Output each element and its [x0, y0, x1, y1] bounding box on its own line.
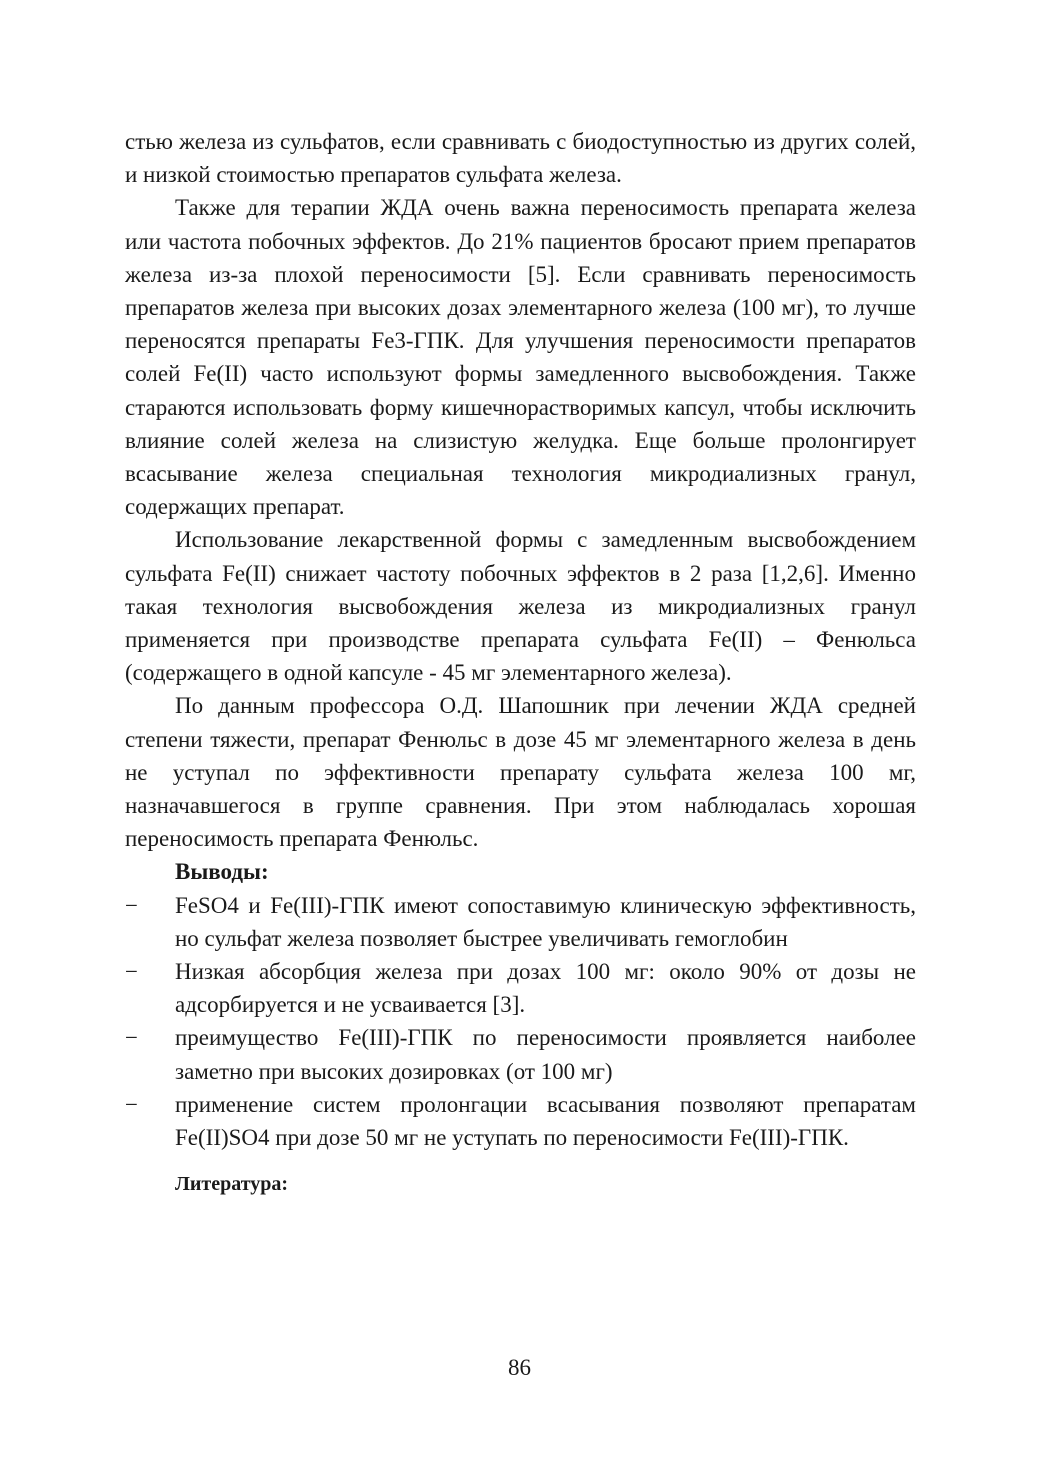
literature-heading: Литература:: [175, 1173, 289, 1196]
list-dash: −: [125, 1091, 138, 1117]
list-item: [125, 1021, 916, 1087]
paragraph-slow-release: Использование лекарственной формы с замедленным высвобождением сульфата Fe(II) снижает частоту побочных эффектов в 2 раза [1,2,6]. Именно такая технология высвобождения железа из микродиализных гранул применяется при производстве препарата сульфата Fe(II) – Фенюльса (содержащего в одной капсуле - 45 мг элементарного железа).: [125, 527, 916, 686]
paragraph-tolerability: Также для терапии ЖДА очень важна переносимость препарата железа или частота побочных эффектов. До 21% пациентов бросают прием препаратов железа из-за плохой переносимости [5]. Если сравнивать переносимость препаратов железа при высоких дозах элементарного железа (100 мг), то лучше переносятся препараты Fe3-ГПК. Для улучшения переносимости препаратов солей Fe(II) часто используют формы замедленного высвобождения. Также стараются использовать форму кишечнорастворимых капсул, чтобы исключить влияние солей железа на слизистую желудка. Еще больше пролонгирует всасывание железа специальная технология микродиализных гранул, содержащих препарат.: [125, 195, 916, 520]
list-item-text: преимущество Fe(III)-ГПК по переносимости проявляется наиболее заметно при высоких дозировках (от 100 мг): [175, 1025, 916, 1084]
list-dash: −: [125, 1025, 138, 1051]
conclusions-list: [125, 889, 916, 1155]
conclusions-heading: Выводы:: [175, 859, 269, 885]
list-dash: −: [125, 892, 138, 918]
list-item: [125, 955, 916, 1021]
paragraph-study-results: По данным профессора О.Д. Шапошник при лечении ЖДА средней степени тяжести, препарат Фенюльс в дозе 45 мг элементарного железа в день не уступал по эффективности препарату сульфата железа 100 мг, назначавшегося в группе сравнения. При этом наблюдалась хорошая переносимость препарата Фенюльс.: [125, 693, 916, 852]
list-item: [125, 889, 916, 955]
page-body: [125, 125, 916, 1202]
list-item: [125, 1088, 916, 1154]
page-number: 86: [508, 1355, 531, 1380]
list-item-text: FeSO4 и Fe(III)-ГПК имеют сопоставимую клиническую эффективность, но сульфат железа позволяет быстрее увеличивать гемоглобин: [175, 892, 916, 951]
list-item-text: Низкая абсорбция железа при дозах 100 мг: около 90% от дозы не адсорбируется и не усваивается [3].: [175, 959, 916, 1018]
list-item-text: применение систем пролонгации всасывания позволяют препаратам Fe(II)SO4 при дозе 50 мг не уступать по переносимости Fe(III)-ГПК.: [175, 1091, 916, 1151]
list-dash: −: [125, 959, 138, 985]
paragraph-continuation: стью железа из сульфатов, если сравнивать с биодоступностью из других солей, и низкой стоимостью препаратов сульфата железа.: [125, 129, 916, 188]
